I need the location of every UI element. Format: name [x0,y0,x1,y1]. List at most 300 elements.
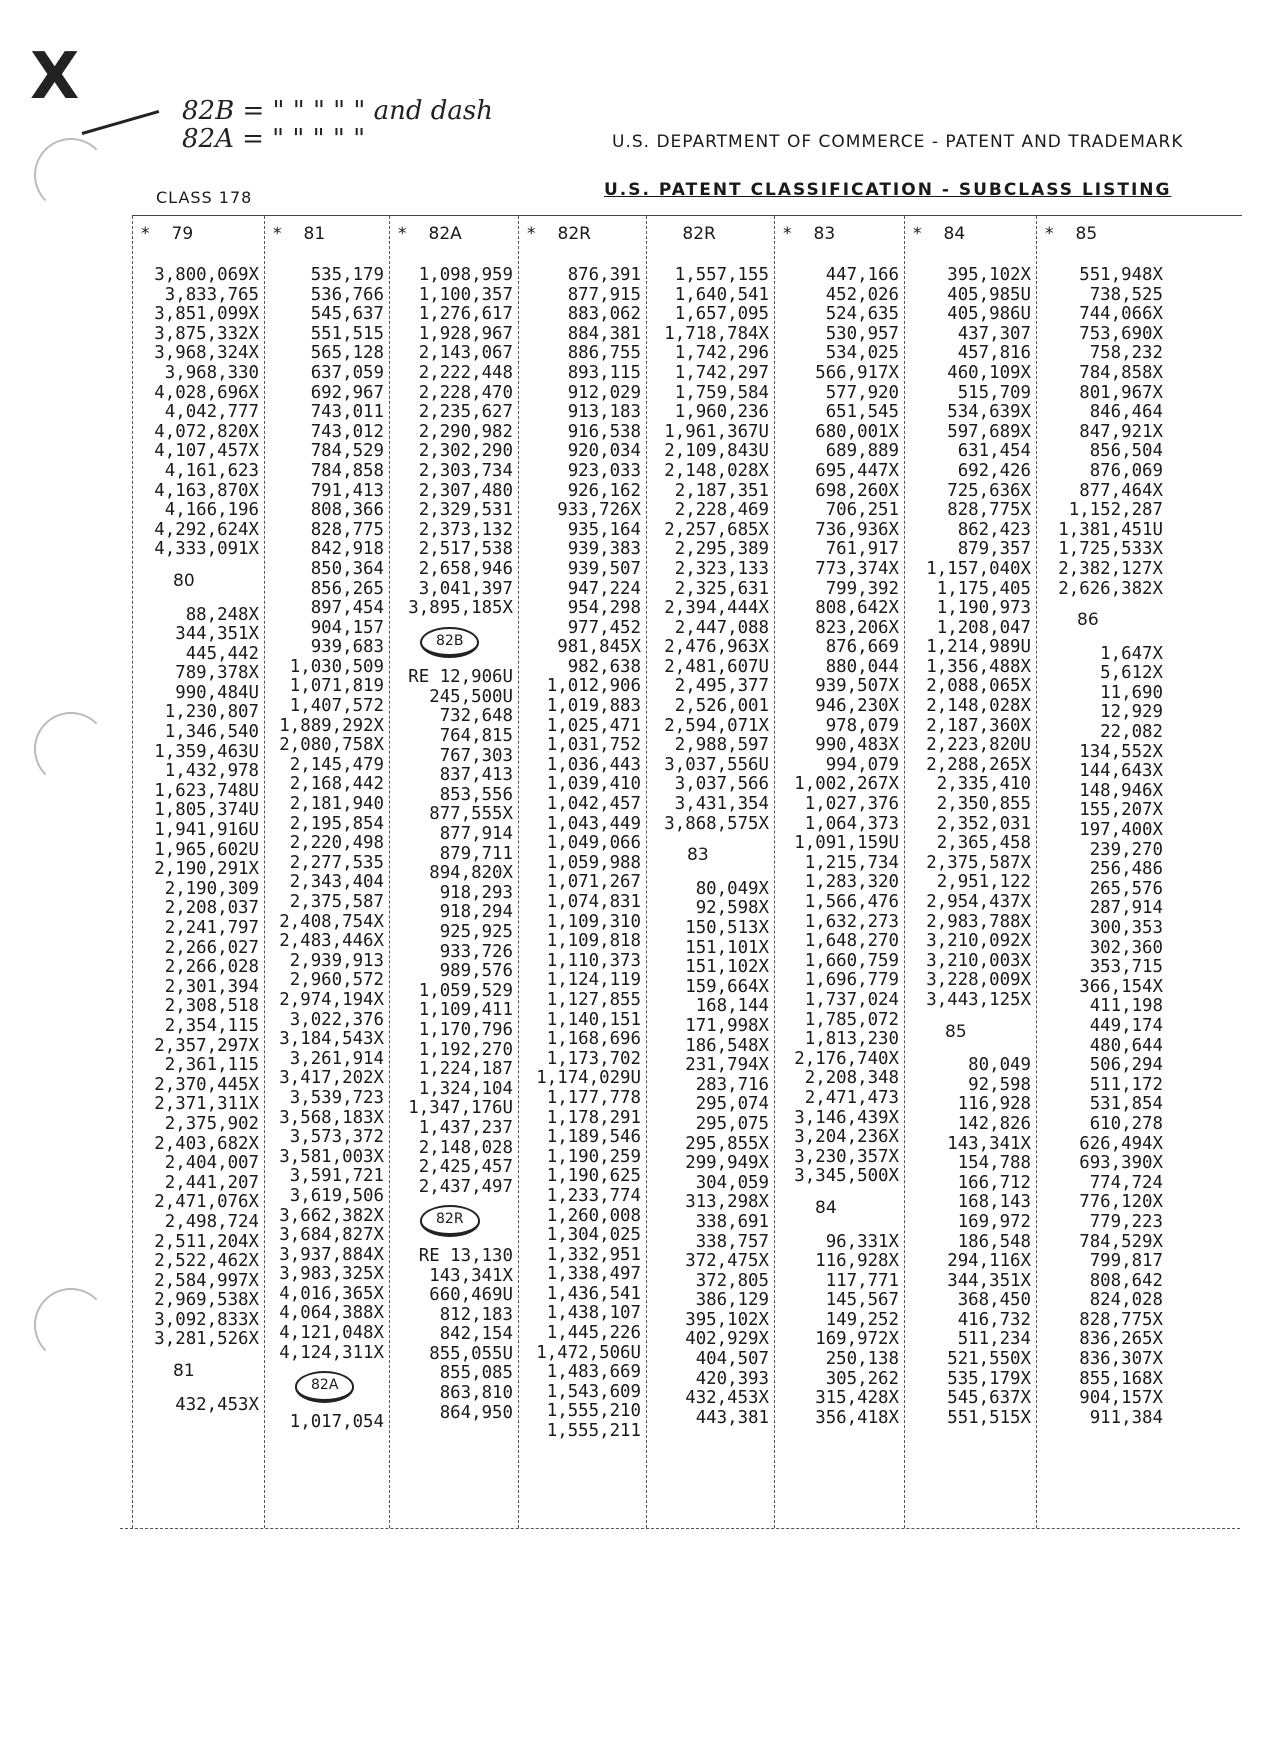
patent-number: 994,079 [825,754,899,775]
patent-number: 2,352,031 [936,813,1031,834]
column-subclass: 85 [1075,224,1098,244]
patent-number: 695,447X [815,460,899,481]
patent-number: 386,129 [695,1290,769,1311]
patent-number: 1,346,540 [164,722,259,743]
patent-number: 366,154X [1079,976,1163,997]
patent-number: 449,174 [1089,1015,1163,1036]
patent-number: 2,223,820U [926,735,1031,756]
patent-number: 2,266,027 [164,937,259,958]
patent-number: 3,937,884X [279,1244,384,1265]
patent-number: 2,190,309 [164,878,259,899]
class-label: CLASS 178 [156,188,253,207]
patent-number: 732,648 [439,706,513,727]
patent-number: 828,775X [947,500,1031,521]
patent-number: 2,307,480 [418,480,513,501]
patent-number: 799,392 [825,578,899,599]
patent-number: 808,642 [1089,1270,1163,1291]
subclass-column [774,216,905,1528]
patent-number: 1,438,107 [546,1303,641,1324]
patent-number: 1,043,449 [546,813,641,834]
patent-number: 877,914 [439,824,513,845]
patent-number: 3,581,003X [279,1146,384,1167]
patent-number: 2,626,382X [1058,578,1163,599]
patent-number: 245,500U [429,686,513,707]
patent-number: 3,591,721 [289,1166,384,1187]
patent-number: 784,858 [310,460,384,481]
patent-number: 3,662,382X [279,1205,384,1226]
binder-hole [34,1288,108,1362]
patent-number: 2,375,587X [926,852,1031,873]
patent-number: 916,538 [567,421,641,442]
subclass-column [264,216,390,1528]
handwritten-note-82b: 82B = " " " " " and dash [182,96,494,126]
patent-number: 2,290,982 [418,421,513,442]
patent-number: 1,647X [1100,643,1163,664]
patent-number: 2,974,194X [279,989,384,1010]
patent-number: 2,187,360X [926,715,1031,736]
patent-number: 1,889,292X [279,715,384,736]
handwritten-note-82a: 82A = " " " " " [182,124,366,154]
patent-number: 1,436,541 [546,1283,641,1304]
patent-number: 933,726X [557,500,641,521]
patent-number: 912,029 [567,382,641,403]
patent-number: 2,176,740X [794,1048,899,1069]
patent-number: 1,737,024 [804,989,899,1010]
patent-number: 3,022,376 [289,1009,384,1030]
patent-number: 4,333,091X [154,539,259,560]
patent-number: 239,270 [1089,839,1163,860]
patent-number: 3,684,827X [279,1225,384,1246]
patent-number: 1,019,883 [546,696,641,717]
patent-number: 2,266,028 [164,957,259,978]
patent-number: 862,423 [957,519,1031,540]
patent-number: 2,483,446X [279,931,384,952]
patent-number: 168,143 [957,1192,1031,1213]
patent-number: 978,079 [825,715,899,736]
patent-number: 250,138 [825,1349,899,1370]
subclass-grid [132,215,1242,1528]
patent-number: 2,325,631 [674,578,769,599]
patent-number: 353,715 [1089,957,1163,978]
patent-number: 3,800,069X [154,265,259,285]
column-header [655,224,716,244]
column-header [273,224,325,244]
patent-number: 836,265X [1079,1329,1163,1350]
patent-number: 706,251 [825,500,899,521]
patent-number: 880,044 [825,656,899,677]
patent-number: 2,302,290 [418,441,513,462]
patent-number: 812,183 [439,1304,513,1325]
patent-number: 4,072,820X [154,421,259,442]
patent-number: 11,690 [1100,682,1163,703]
patent-number: 784,858X [1079,362,1163,383]
patent-number: 2,343,404 [289,872,384,893]
column-header [1045,224,1097,244]
patent-number: 1,127,855 [546,989,641,1010]
patent-number: 3,443,125X [926,989,1031,1010]
patent-number: 304,059 [695,1172,769,1193]
patent-number: 530,957 [825,323,899,344]
patent-number: 758,232 [1089,343,1163,364]
column-subclass: 82A [428,224,462,244]
patent-number: 743,011 [310,402,384,423]
patent-number: 939,507X [815,676,899,697]
binder-hole [34,138,108,212]
patent-number: 443,381 [695,1407,769,1428]
patent-number: 1,152,287 [1068,500,1163,521]
patent-number: 2,403,682X [154,1133,259,1154]
column-subclass: 79 [171,224,194,244]
patent-number: 2,222,448 [418,362,513,383]
patent-number: 372,805 [695,1270,769,1291]
patent-number: 773,374X [815,558,899,579]
patent-number: 197,400X [1079,820,1163,841]
patent-number: 1,190,973 [936,598,1031,619]
patent-number: 169,972 [957,1211,1031,1232]
column-mark: * [783,224,792,244]
patent-number: 1,324,104 [418,1078,513,1099]
column-mark: * [398,224,407,244]
circled-subclass-badge [265,1363,390,1413]
badge-label: 82R [420,1205,480,1237]
patent-number: 1,177,778 [546,1087,641,1108]
patent-number: 1,566,476 [804,892,899,912]
patent-number: 4,107,457X [154,441,259,462]
patent-number: 1,224,187 [418,1059,513,1080]
subclass-column [646,216,775,1528]
circled-subclass-badge [390,619,519,669]
patent-number: 405,985U [947,284,1031,305]
patent-number: 3,868,575X [664,813,769,834]
patent-number: 1,049,066 [546,833,641,854]
patent-number: 855,168X [1079,1368,1163,1389]
patent-list [133,266,265,1415]
patent-number: 947,224 [567,578,641,599]
patent-number: 155,207X [1079,800,1163,821]
patent-number: 3,539,723 [289,1087,384,1108]
listing-title: U.S. PATENT CLASSIFICATION - SUBCLASS LISTING [604,180,1172,200]
patent-number: 2,375,902 [164,1113,259,1134]
patent-number: 1,445,226 [546,1323,641,1344]
patent-number: 894,820X [429,863,513,884]
patent-number: 142,826 [957,1113,1031,1134]
patent-number: 799,817 [1089,1251,1163,1272]
patent-number: 651,545 [825,402,899,423]
patent-number: 545,637X [947,1388,1031,1409]
patent-number: 893,115 [567,362,641,383]
patent-number: 1,059,529 [418,980,513,1001]
column-header [783,224,835,244]
patent-number: 315,428X [815,1388,899,1409]
patent-number: 344,351X [175,624,259,645]
column-subclass: 83 [813,224,836,244]
patent-number: 791,413 [310,480,384,501]
patent-number: 511,172 [1089,1074,1163,1095]
patent-number: 145,567 [825,1290,899,1311]
patent-number: 535,179 [310,265,384,285]
subclass-column [389,216,519,1528]
patent-number: 168,144 [695,996,769,1017]
circled-subclass-badge [390,1197,519,1247]
subclass-column [132,216,265,1528]
patent-number: 877,915 [567,284,641,305]
patent-number: 2,517,538 [418,539,513,560]
patent-number: 698,260X [815,480,899,501]
patent-number: 1,432,978 [164,761,259,782]
patent-number: 2,088,065X [926,676,1031,697]
patent-number: 5,612X [1100,663,1163,684]
patent-number: 535,179X [947,1368,1031,1389]
patent-number: 3,041,397 [418,578,513,599]
patent-number: 1,124,119 [546,970,641,991]
patent-number: 2,983,788X [926,911,1031,932]
column-mark: * [527,224,536,244]
patent-number: 837,413 [439,765,513,786]
patent-number: 1,230,807 [164,702,259,723]
patent-number: 981,845X [557,637,641,658]
patent-number: 3,228,009X [926,970,1031,991]
column-header [527,224,591,244]
patent-number: 4,163,870X [154,480,259,501]
patent-number: 864,950 [439,1402,513,1423]
patent-number: 2,288,265X [926,754,1031,775]
patent-number: 92,598 [968,1074,1031,1095]
patent-number: 660,469U [429,1285,513,1306]
patent-number: 80,049 [968,1055,1031,1076]
patent-number: 432,453X [175,1394,259,1415]
patent-number: 1,178,291 [546,1107,641,1128]
patent-number: 457,816 [957,343,1031,364]
subclass-subheading: 86 [1077,610,1099,631]
patent-number: 637,059 [310,362,384,383]
patent-number: 779,223 [1089,1211,1163,1232]
patent-number: 689,889 [825,441,899,462]
patent-number: 524,635 [825,304,899,325]
patent-number: 395,102X [685,1309,769,1330]
patent-number: 1,170,796 [418,1019,513,1040]
patent-number: RE 13,130 [418,1245,513,1266]
patent-number: 1,759,584 [674,382,769,403]
patent-number: 1,632,273 [804,911,899,932]
patent-number: 437,307 [957,323,1031,344]
pen-stroke [82,110,160,135]
patent-number: 1,173,702 [546,1048,641,1069]
patent-number: 404,507 [695,1349,769,1370]
patent-number: 3,833,765 [164,284,259,305]
patent-number: 565,128 [310,343,384,364]
patent-number: 808,366 [310,500,384,521]
patent-number: 753,690X [1079,323,1163,344]
patent-number: 1,233,774 [546,1185,641,1206]
patent-number: 3,345,500X [794,1166,899,1187]
patent-number: 990,483X [815,735,899,756]
patent-number: 545,637 [310,304,384,325]
subclass-column [904,216,1037,1528]
patent-number: 4,161,623 [164,460,259,481]
patent-number: 1,098,959 [418,265,513,285]
patent-number: 256,486 [1089,859,1163,880]
patent-number: 610,278 [1089,1113,1163,1134]
patent-number: 2,471,076X [154,1192,259,1213]
patent-number: 725,636X [947,480,1031,501]
patent-number: 1,332,951 [546,1244,641,1265]
patent-number: 2,960,572 [289,970,384,991]
column-header [398,224,462,244]
patent-number: 416,732 [957,1309,1031,1330]
patent-number: 2,350,855 [936,794,1031,815]
patent-number: 2,277,535 [289,852,384,873]
subclass-subheading: 83 [687,845,709,866]
patent-number: 925,925 [439,922,513,942]
patent-number: 305,262 [825,1368,899,1389]
patent-number: 2,437,497 [418,1176,513,1197]
patent-number: 148,946X [1079,780,1163,801]
patent-number: 801,967X [1079,382,1163,403]
patent-number: 1,031,752 [546,735,641,756]
patent-number: 116,928 [957,1094,1031,1115]
patent-number: 1,215,734 [804,852,899,873]
patent-number: 1,174,029U [536,1068,641,1089]
patent-number: 2,109,843U [664,441,769,462]
patent-list [1037,266,1169,1428]
patent-number: 1,304,025 [546,1225,641,1246]
patent-number: 774,724 [1089,1172,1163,1193]
patent-number: 344,351X [947,1270,1031,1291]
patent-number: 1,283,320 [804,872,899,893]
patent-number: 452,026 [825,284,899,305]
patent-number: 1,725,533X [1058,539,1163,560]
patent-number: 3,573,372 [289,1127,384,1148]
patent-number: 4,292,624X [154,519,259,540]
subclass-subheading: 84 [815,1197,837,1218]
patent-number: 1,012,906 [546,676,641,697]
patent-number: 744,066X [1079,304,1163,325]
patent-number: 4,016,365X [279,1283,384,1304]
patent-number: 2,511,204X [154,1231,259,1252]
patent-number: 2,371,311X [154,1094,259,1115]
patent-number: 935,164 [567,519,641,540]
patent-number: 3,037,566 [674,774,769,795]
patent-number: 2,476,963X [664,637,769,658]
patent-number: 1,042,457 [546,794,641,815]
patent-number: 2,190,291X [154,859,259,880]
patent-number: 879,357 [957,539,1031,560]
subclass-subheading: 85 [945,1021,967,1042]
patent-number: 551,948X [1079,265,1163,285]
patent-number: 764,815 [439,726,513,747]
patent-list [390,266,519,1423]
subclass-subheading: 81 [173,1361,195,1382]
patent-number: 283,716 [695,1074,769,1095]
patent-number: 1,192,270 [418,1039,513,1060]
patent-number: 1,190,259 [546,1146,641,1167]
patent-number: 356,418X [815,1407,899,1428]
patent-number: 2,594,071X [664,715,769,736]
patent-number: 1,742,297 [674,362,769,383]
patent-number: 1,109,411 [418,1000,513,1021]
patent-number: 2,303,734 [418,460,513,481]
patent-number: 2,447,088 [674,617,769,638]
patent-number: 368,450 [957,1290,1031,1311]
patent-number: 776,120X [1079,1192,1163,1213]
patent-number: 300,353 [1089,918,1163,938]
patent-number: 92,598X [695,898,769,919]
subclass-subheading: 80 [173,570,195,591]
patent-number: 886,755 [567,343,641,364]
patent-number: 506,294 [1089,1055,1163,1076]
patent-number: 2,208,037 [164,898,259,919]
patent-number: 789,378X [175,663,259,684]
patent-number: 117,771 [825,1270,899,1291]
patent-number: 876,391 [567,265,641,285]
patent-number: 1,030,509 [289,656,384,677]
patent-number: 1,805,374U [154,800,259,821]
patent-number: 2,382,127X [1058,558,1163,579]
patent-number: 171,998X [685,1015,769,1036]
patent-number: 982,638 [567,656,641,677]
patent-number: 2,354,115 [164,1015,259,1036]
patent-number: 911,384 [1089,1407,1163,1428]
patent-number: 3,968,324X [154,343,259,364]
patent-number: 784,529 [310,441,384,462]
patent-number: 877,464X [1079,480,1163,501]
patent-number: 761,917 [825,539,899,560]
patent-number: 2,228,469 [674,500,769,521]
column-mark: * [273,224,282,244]
patent-number: 420,393 [695,1368,769,1389]
patent-number: 3,568,183X [279,1107,384,1128]
patent-number: 2,404,007 [164,1153,259,1174]
patent-number: 2,471,473 [804,1087,899,1108]
patent-number: 2,939,913 [289,950,384,971]
patent-number: 2,441,207 [164,1172,259,1193]
patent-number: 913,183 [567,402,641,423]
patent-number: 159,664X [685,976,769,997]
patent-number: 169,972X [815,1329,899,1350]
patent-number: 1,965,602U [154,839,259,860]
patent-number: 577,920 [825,382,899,403]
patent-number: 1,140,151 [546,1009,641,1030]
patent-number: 933,726 [439,941,513,962]
badge-label: 82A [295,1371,354,1403]
patent-number: 1,961,367U [664,421,769,442]
patent-number: 4,042,777 [164,402,259,423]
patent-number: 2,361,115 [164,1055,259,1076]
patent-number: 823,206X [815,617,899,638]
patent-number: 3,281,526X [154,1329,259,1350]
patent-number: 2,394,444X [664,598,769,619]
patent-number: 186,548X [685,1035,769,1056]
patent-number: 855,055U [429,1343,513,1364]
patent-number: 372,475X [685,1251,769,1272]
patent-list [265,266,390,1432]
patent-number: 877,555X [429,804,513,825]
patent-number: 897,454 [310,598,384,619]
patent-number: 856,504 [1089,441,1163,462]
patent-number: 2,969,538X [154,1290,259,1311]
patent-number: 918,293 [439,882,513,903]
patent-number: 1,157,040X [926,558,1031,579]
patent-number: 405,986U [947,304,1031,325]
patent-number: 302,360 [1089,937,1163,958]
patent-number: 2,370,445X [154,1074,259,1095]
patent-number: 2,143,067 [418,343,513,364]
patent-number: 2,495,377 [674,676,769,697]
patent-number: 1,189,546 [546,1127,641,1148]
patent-number: 808,642X [815,598,899,619]
column-subclass: 82R [557,224,591,244]
patent-number: 1,742,296 [674,343,769,364]
